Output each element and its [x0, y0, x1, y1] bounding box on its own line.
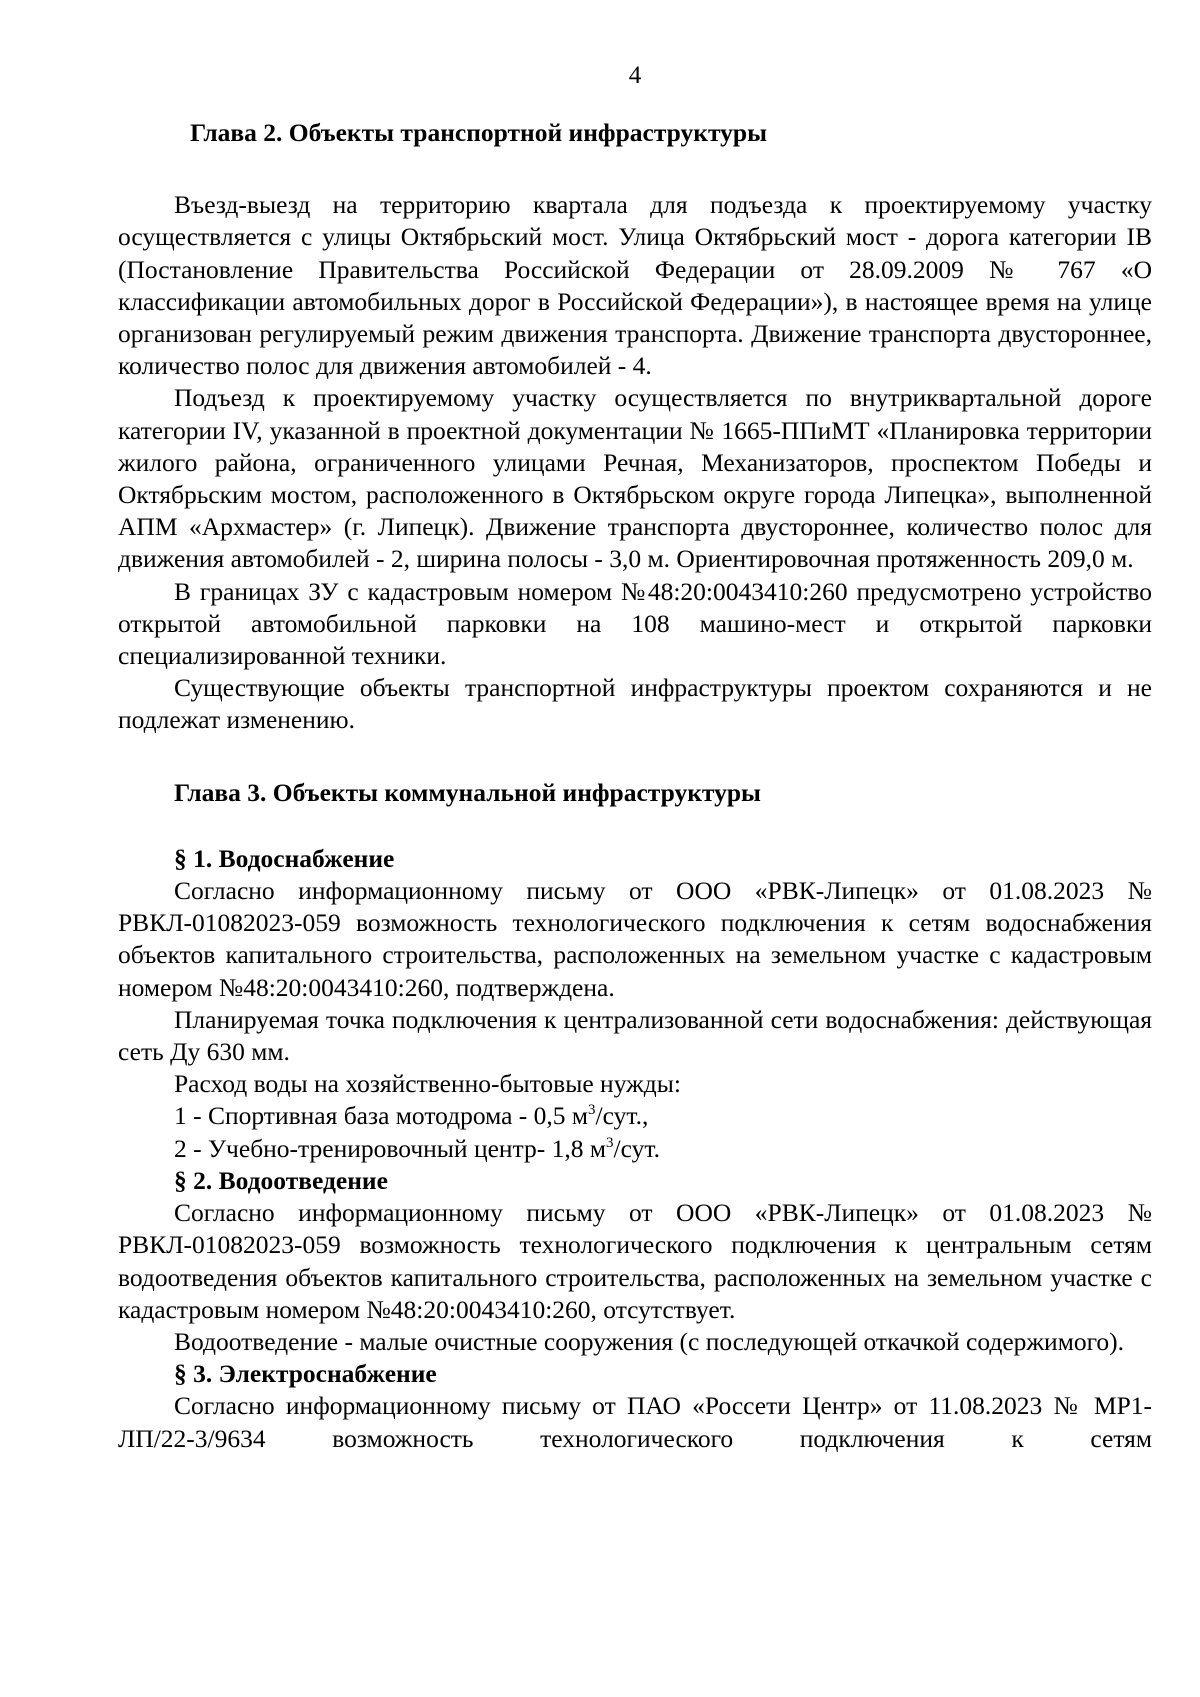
item-text: 2 - Учебно-тренировочный центр- 1,8 м — [174, 1133, 607, 1163]
chapter-2-heading: Глава 2. Объекты транспортной инфраструктуры — [190, 118, 767, 147]
chapter-2-paragraph: Существующие объекты транспортной инфраструктуры проектом сохраняются и не подлежат изменению. — [118, 673, 1152, 735]
item-superscript: 3 — [588, 1102, 596, 1119]
section-2-heading: § 2. Водоотведение — [174, 1165, 388, 1195]
section-3-paragraph: Согласно информационному письму от ПАО «Россети Центр» от 11.08.2023 № МР1-ЛП/22-3/9634 возможность технологического подключения к сетям — [118, 1391, 1152, 1453]
item-suffix: /сут., — [595, 1101, 649, 1131]
water-consumption-item — [118, 1133, 1152, 1165]
chapter-2-paragraph: В границах ЗУ с кадастровым номером №48:20:0043410:260 предусмотрено устройство открытой автомобильной парковки на 108 машино-мест и открытой парковки специализированной техники. — [118, 576, 1152, 671]
section-3-heading: § 3. Электроснабжение — [174, 1359, 437, 1389]
chapter-3-heading: Глава 3. Объекты коммунальной инфраструктуры — [174, 777, 761, 807]
item-suffix: /сут. — [613, 1133, 660, 1163]
water-consumption-intro: Расход воды на хозяйственно-бытовые нужды: — [174, 1069, 681, 1099]
section-1-paragraph: Согласно информационному письму от ООО «РВК-Липецк» от 01.08.2023 № РВКЛ-01082023-059 возможность технологического подключения к сетям водоснабжения объектов капитального строительства, расположенных на земельном участке с кадастровым номером №48:20:0043410:260, подтверждена. — [118, 876, 1152, 1002]
document-content — [118, 117, 1152, 1455]
water-consumption-item — [118, 1100, 1152, 1132]
item-superscript: 3 — [606, 1134, 614, 1151]
page-number: 4 — [628, 62, 642, 89]
chapter-2-paragraph: Подъезд к проектируемому участку осуществляется по внутриквартальной дороге категории IV, указанной в проектной документации № 1665-ППиМТ «Планировка территории жилого района, ограниченного улицами Речная, Механизаторов, проспектом Победы и Октябрьским мостом, расположенного в Октябрьском округе города Липецка», выполненной АПМ «Архмастер» (г. Липецк). Движение транспорта двустороннее, количество полос для движения автомобилей - 2, ширина полосы - 3,0 м. Ориентировочная протяженность 209,0 м. — [118, 383, 1152, 574]
section-1-heading: § 1. Водоснабжение — [174, 843, 395, 873]
chapter-2-paragraph: Въезд-выезд на территорию квартала для подъезда к проектируемому участку осуществляется с улицы Октябрьский мост. Улица Октябрьский мост - дорога категории IВ (Постановление Правительства Российской Федерации от 28.09.2009 № 767 «О классификации автомобильных дорог в Российской Федерации»), в настоящее время на улице организован регулируемый режим движения транспорта. Движение транспорта двустороннее, количество полос для движения автомобилей - 4. — [118, 190, 1152, 381]
section-2-paragraph: Водоотведение - малые очистные сооружения (с последующей откачкой содержимого). — [174, 1326, 1125, 1356]
item-text: 1 - Спортивная база мотодрома - 0,5 м — [174, 1101, 589, 1131]
section-2-paragraph: Согласно информационному письму от ООО «РВК-Липецк» от 01.08.2023 № РВКЛ-01082023-059 возможность технологического подключения к центральным сетям водоотведения объектов капитального строительства, расположенных на земельном участке с кадастровым номером №48:20:0043410:260, отсутствует. — [118, 1198, 1152, 1324]
section-1-paragraph: Планируемая точка подключения к централизованной сети водоснабжения: действующая сеть Ду 630 мм. — [118, 1004, 1152, 1067]
